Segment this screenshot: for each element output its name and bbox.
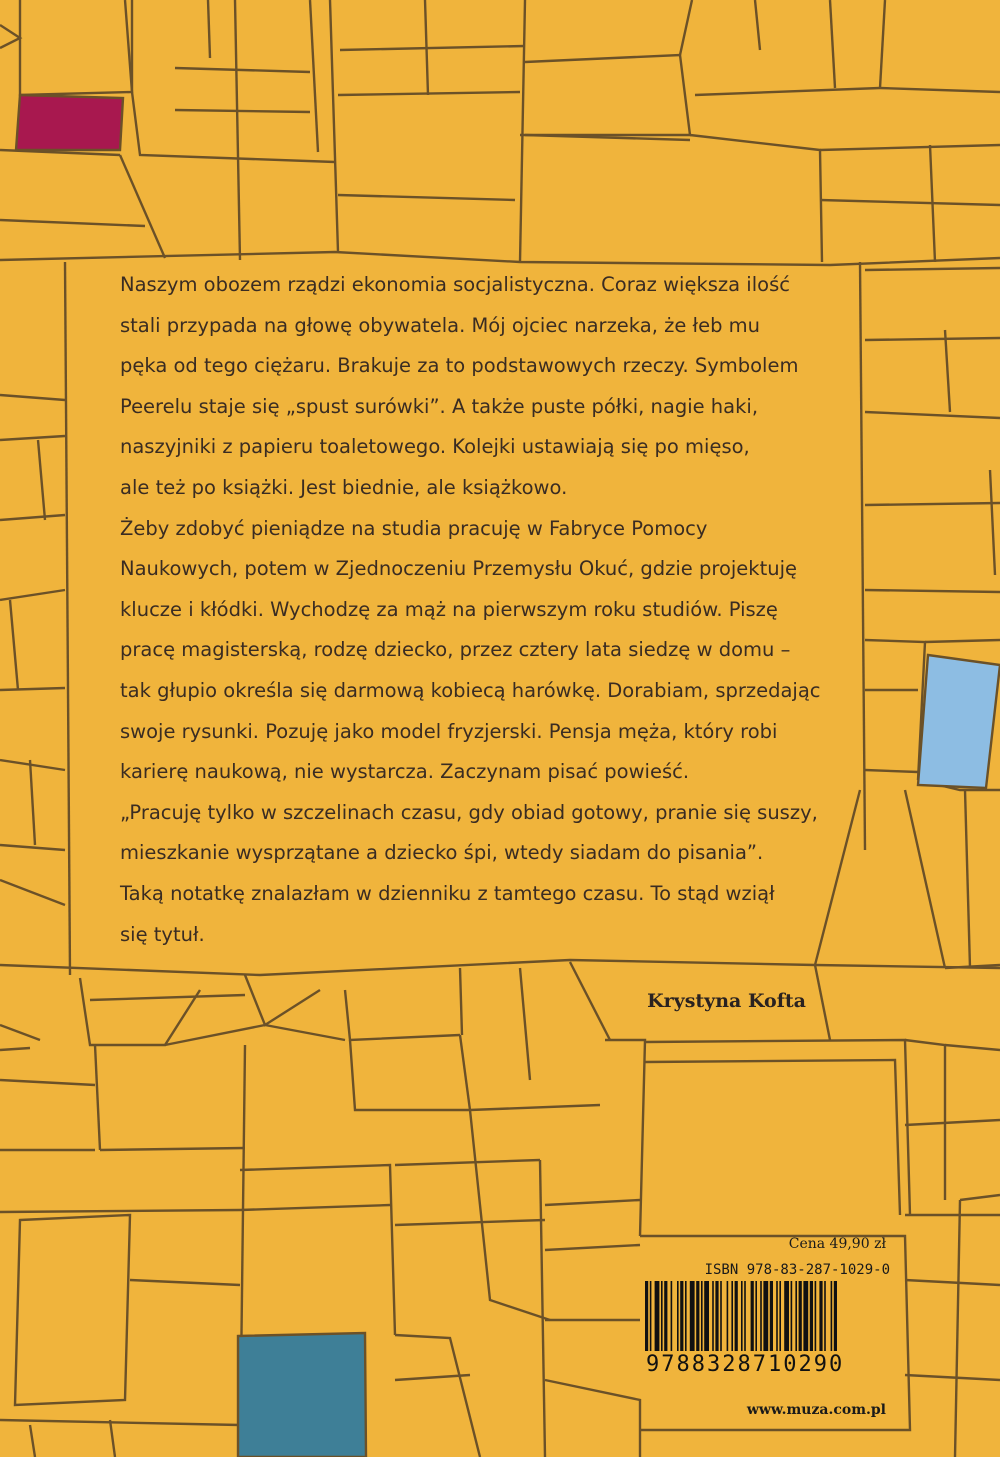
blurb-line: ale też po książki. Jest biednie, ale książkowo. <box>120 475 568 499</box>
barcode-bar <box>661 1281 663 1351</box>
blurb-line: Peerelu staje się „spust surówki”. A także puste półki, nagie haki, <box>120 394 759 418</box>
blurb-line: Naszym obozem rządzi ekonomia socjalistyczna. Coraz większa ilość <box>120 273 790 296</box>
barcode-bar <box>824 1281 826 1351</box>
barcode-bar <box>819 1281 822 1351</box>
blurb-line: „Pracuję tylko w szczelinach czasu, gdy obiad gotowy, pranie się suszy, <box>120 800 818 824</box>
barcode-bar <box>770 1281 773 1351</box>
barcode-bar <box>834 1281 837 1351</box>
blurb-line: klucze i kłódki. Wychodzę za mąż na pierwszym roku studiów. Piszę <box>120 597 778 621</box>
blurb-line: pęka od tego ciężaru. Brakuje za to podstawowych rzeczy. Symbolem <box>120 354 799 378</box>
barcode-bar <box>784 1281 789 1351</box>
barcode-bar <box>685 1281 687 1351</box>
teal-block <box>238 1333 366 1457</box>
barcode-bar <box>655 1281 660 1351</box>
blurb-line: mieszkanie wysprzątane a dziecko śpi, wtedy siadam do pisania”. <box>120 841 764 865</box>
barcode-bar <box>731 1281 733 1351</box>
barcode-bar <box>720 1281 722 1351</box>
barcode-bar <box>763 1281 768 1351</box>
barcode-bar <box>751 1281 754 1351</box>
barcode-bar <box>741 1281 743 1351</box>
blurb-line: Naukowych, potem w Zjednoczeniu Przemysłu Okuć, gdzie projektuję <box>120 557 798 581</box>
barcode-bar <box>799 1281 802 1351</box>
barcode-bar <box>715 1281 718 1351</box>
barcode-bar <box>791 1281 793 1351</box>
barcode <box>641 1281 891 1355</box>
magenta-block <box>16 95 123 150</box>
blurb-line: Żeby zdobyć pieniądze na studia pracuję w Fabryce Pomocy <box>120 516 708 540</box>
barcode-digits: 9788328710290 <box>646 1352 845 1377</box>
publisher-website: www.muza.com.pl <box>746 1402 886 1418</box>
barcode-bar <box>815 1281 817 1351</box>
barcode-bar <box>701 1281 703 1351</box>
barcode-bar <box>677 1281 679 1351</box>
price-label: Cena 49,90 zł <box>788 1236 886 1252</box>
barcode-bar <box>680 1281 683 1351</box>
barcode-bar <box>760 1281 762 1351</box>
barcode-bar <box>650 1281 652 1351</box>
barcode-bar <box>803 1281 808 1351</box>
barcode-bar <box>690 1281 695 1351</box>
blurb-line: karierę naukową, nie wystarcza. Zaczynam pisać powieść. <box>120 760 690 784</box>
barcode-bar <box>727 1281 729 1351</box>
barcode-bar <box>810 1281 813 1351</box>
barcode-bar <box>704 1281 709 1351</box>
barcode-bar <box>671 1281 673 1351</box>
barcode-bar <box>645 1281 648 1351</box>
light-blue-block <box>918 655 1000 788</box>
barcode-bar <box>735 1281 738 1351</box>
blurb-line: naszyjniki z papieru toaletowego. Kolejki ustawiają się po mięso, <box>120 435 750 459</box>
barcode-bar <box>744 1281 746 1351</box>
author-name: Krystyna Kofta <box>647 990 806 1012</box>
barcode-bar <box>776 1281 778 1351</box>
barcode-bar <box>755 1281 757 1351</box>
barcode-bar <box>712 1281 714 1351</box>
blurb-line: stali przypada na głowę obywatela. Mój ojciec narzeka, że łeb mu <box>120 313 760 337</box>
barcode-bar <box>696 1281 699 1351</box>
barcode-bar <box>664 1281 667 1351</box>
blurb-line: tak głupio określa się darmową kobiecą harówkę. Dorabiam, sprzedając <box>120 678 821 702</box>
barcode-bar <box>779 1281 781 1351</box>
barcode-bar <box>795 1281 797 1351</box>
blurb-line: się tytuł. <box>120 922 205 946</box>
blurb-line: pracę magisterską, rodzę dziecko, przez cztery lata siedzę w domu – <box>120 638 791 662</box>
blurb-line: Taką notatkę znalazłam w dzienniku z tamtego czasu. To stąd wziął <box>120 881 775 905</box>
isbn-label: ISBN 978-83-287-1029-0 <box>704 1262 890 1278</box>
blurb-line: swoje rysunki. Pozuję jako model fryzjerski. Pensja męża, który robi <box>120 719 778 743</box>
blurb-text <box>120 265 840 955</box>
barcode-bar <box>831 1281 833 1351</box>
